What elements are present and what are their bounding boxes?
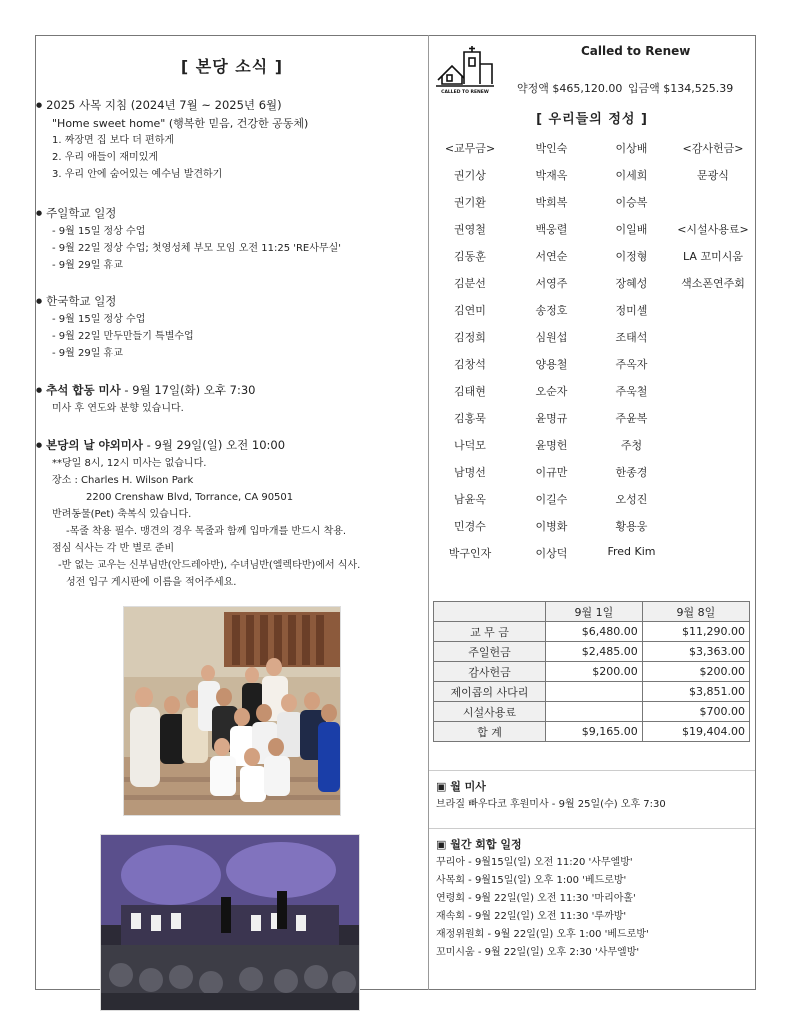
donor-row xyxy=(429,518,755,544)
monthly-mass-item: 브라질 빠우다코 후원미사 - 9월 25일(수) 오후 7:30 xyxy=(436,799,666,810)
donor-name: 권영철 xyxy=(454,223,486,236)
korean-school-item: - 9월 15일 정상 수업 xyxy=(52,314,146,325)
chuseok-mass-title: 추석 합동 미사 xyxy=(46,383,121,397)
paid-amount: $134,525.39 xyxy=(663,82,734,95)
donor-name: 이길수 xyxy=(535,493,568,506)
donor-name: 색소폰연주회 xyxy=(681,277,745,290)
donor-name: 황용웅 xyxy=(615,520,648,533)
logo-caption: CALLED TO RENEW xyxy=(441,90,489,94)
campaign-title: Called to Renew xyxy=(581,44,691,58)
donor-name: 주윤복 xyxy=(615,412,648,425)
sunday-school-heading: ● 주일학교 일정 xyxy=(36,204,426,223)
chuseok-mass-note: 미사 후 연도와 분향 있습니다. xyxy=(52,403,184,414)
donor-row xyxy=(429,410,755,436)
outdoor-mass-line: 점심 식사는 각 반 별로 준비 xyxy=(52,543,175,554)
donor-name: 이상배 xyxy=(615,142,648,155)
sunday-school-item: - 9월 22일 정상 수업; 첫영성체 부모 모임 오전 11:25 'RE사무실' xyxy=(52,243,341,254)
donor-name: 권기상 xyxy=(454,169,486,182)
donor-row xyxy=(429,302,755,328)
offering-amount: $200.00 xyxy=(546,662,643,682)
outdoor-mass-line: 성전 입구 게시판에 이름을 적어주세요. xyxy=(66,577,237,588)
sunday-school-item: - 9월 29일 휴교 xyxy=(52,260,123,271)
sunday-school-item: - 9월 15일 정상 수업 xyxy=(52,226,146,237)
donor-name: Fred Kim xyxy=(607,545,656,558)
outdoor-mass-line: 장소 : Charles H. Wilson Park xyxy=(52,475,194,486)
offering-amount: $3,363.00 xyxy=(642,642,749,662)
offering-table-row xyxy=(434,642,750,662)
donor-name: 박재옥 xyxy=(535,169,568,182)
donor-name: 이세희 xyxy=(615,169,648,182)
donor-name: <감사헌금> xyxy=(682,142,744,155)
donor-name: 박인숙 xyxy=(535,142,568,155)
offering-table-row xyxy=(434,662,750,682)
donor-name: 권기환 xyxy=(454,196,486,209)
donor-name: 주욱철 xyxy=(615,385,648,398)
donor-row xyxy=(429,383,755,409)
donor-name: 정미셸 xyxy=(615,304,648,317)
sunday-school-section xyxy=(36,204,426,274)
offering-amount xyxy=(546,702,643,722)
donor-name: 문광식 xyxy=(697,169,729,182)
policy-item: 3. 우리 안에 숨어있는 예수님 발견하기 xyxy=(52,169,223,180)
meeting-item: 재정위원회 - 9월 22일(일) 오후 1:00 '베드로방' xyxy=(436,929,649,940)
donor-name: 윤명규 xyxy=(535,412,568,425)
donor-name: 주옥자 xyxy=(615,358,648,371)
donor-row xyxy=(429,329,755,355)
church-logo-icon xyxy=(434,44,496,94)
offering-table-header xyxy=(434,602,750,622)
donor-name: 이정형 xyxy=(615,250,648,263)
outdoor-mass-line: -반 없는 교우는 신부님반(안드레아반), 수녀님반(엘렉타반)에서 식사. xyxy=(58,560,361,571)
donor-row xyxy=(429,248,755,274)
concert-photo-image xyxy=(101,835,359,1010)
meeting-item: 꼬미시움 - 9월 22일(일) 오후 2:30 '사무엘방' xyxy=(436,947,640,958)
donor-row xyxy=(429,275,755,301)
donor-name: 김창석 xyxy=(454,358,486,371)
offering-category: 주일헌금 xyxy=(434,642,546,662)
korean-school-heading: ● 한국학교 일정 xyxy=(36,292,426,311)
donor-name: 이일배 xyxy=(615,223,648,236)
donor-name: 박구인자 xyxy=(448,547,492,560)
monthly-mass-section xyxy=(436,778,751,814)
donor-row xyxy=(429,356,755,382)
offering-amount: $11,290.00 xyxy=(642,622,749,642)
chuseok-mass-date: - 9월 17일(화) 오후 7:30 xyxy=(120,383,256,397)
pledge-amount: $465,120.00 xyxy=(552,82,623,95)
donor-name: 심원섭 xyxy=(535,331,568,344)
parish-news-title: [ 본당 소식 ] xyxy=(180,57,284,76)
policy-item: 2. 우리 애들이 재미있게 xyxy=(52,152,159,163)
meeting-item: 사목회 - 9월15일(일) 오후 1:00 '베드로방' xyxy=(436,875,627,886)
donor-name: 백웅렬 xyxy=(535,223,568,236)
donor-name: <시설사용료> xyxy=(677,223,749,236)
chuseok-mass-heading xyxy=(36,381,426,400)
donor-name: 한종경 xyxy=(615,466,648,479)
meetings-heading: ▣ 월간 회합 일정 xyxy=(436,838,522,851)
policy-item: 1. 짜장면 집 보다 더 편하게 xyxy=(52,135,175,146)
donors-title: [ 우리들의 정성 ] xyxy=(536,112,648,127)
donor-name: LA 꼬미시움 xyxy=(683,250,743,263)
offering-table-row xyxy=(434,622,750,642)
pledge-label: 약정액 xyxy=(517,82,549,95)
donor-name: 장혜성 xyxy=(615,277,648,290)
donor-row xyxy=(429,491,755,517)
offering-amount: $200.00 xyxy=(642,662,749,682)
donor-name: 나덕모 xyxy=(454,439,486,452)
offering-amount xyxy=(546,682,643,702)
offering-amount: $700.00 xyxy=(642,702,749,722)
donor-name: 서연순 xyxy=(535,250,568,263)
paid-label: 입금액 xyxy=(627,82,660,95)
donor-name: 이병화 xyxy=(535,520,568,533)
meeting-item: 꾸리아 - 9월15일(일) 오전 11:20 '사무엘방' xyxy=(436,857,633,868)
meeting-item: 연령회 - 9월 22일(일) 오전 11:30 '마리아홀' xyxy=(436,893,636,904)
donor-name: 이상덕 xyxy=(535,547,568,560)
chuseok-mass-section xyxy=(36,381,426,417)
donor-name: 오순자 xyxy=(535,385,568,398)
left-column xyxy=(36,36,428,989)
outdoor-mass-section xyxy=(36,436,426,591)
pastoral-policy-section xyxy=(36,96,426,183)
meeting-item: 재속회 - 9월 22일(일) 오전 11:30 '루까방' xyxy=(436,911,627,922)
called-to-renew-logo xyxy=(434,44,496,94)
donor-name: 윤명헌 xyxy=(535,439,568,452)
outdoor-mass-date: - 9월 29일(일) 오전 10:00 xyxy=(143,438,286,452)
offering-amount: $3,851.00 xyxy=(642,682,749,702)
offering-category: 감사헌금 xyxy=(434,662,546,682)
donor-name: 김동훈 xyxy=(454,250,486,263)
donor-name: 김태현 xyxy=(454,385,486,398)
donor-name: 김정희 xyxy=(454,331,486,344)
offering-table xyxy=(433,601,750,742)
donor-name: 김분선 xyxy=(454,277,486,290)
donor-name: 오성진 xyxy=(615,493,648,506)
concert-photo xyxy=(100,834,360,1011)
offering-category: 합 계 xyxy=(434,722,546,742)
donor-name: 남명선 xyxy=(454,466,486,479)
donor-row xyxy=(429,140,755,166)
offering-table-total-row xyxy=(434,722,750,742)
offering-table-row xyxy=(434,702,750,722)
donor-name: 서영주 xyxy=(535,277,568,290)
offering-table-row xyxy=(434,682,750,702)
pastoral-motto: "Home sweet home" (행복한 믿음, 건강한 공동체) xyxy=(52,117,309,130)
offering-category: 시설사용료 xyxy=(434,702,546,722)
offering-amount: $19,404.00 xyxy=(642,722,749,742)
section-divider xyxy=(429,828,755,829)
korean-school-item: - 9월 29일 휴교 xyxy=(52,348,123,359)
offering-table-col xyxy=(434,602,546,622)
donor-name: 양용철 xyxy=(535,358,568,371)
donor-name: 주청 xyxy=(620,439,643,452)
right-column xyxy=(429,36,755,989)
donor-name: 남윤옥 xyxy=(454,493,486,506)
section-divider xyxy=(429,770,755,771)
offering-table-col: 9월 1일 xyxy=(546,602,643,622)
donor-name: 조태석 xyxy=(615,331,648,344)
donor-row xyxy=(429,437,755,463)
donor-row xyxy=(429,194,755,220)
outdoor-mass-line: 2200 Crenshaw Blvd, Torrance, CA 90501 xyxy=(86,492,294,503)
donor-name: 김연미 xyxy=(454,304,486,317)
offering-category: 제이콥의 사다리 xyxy=(434,682,546,702)
donor-row xyxy=(429,464,755,490)
group-photo-image xyxy=(124,607,340,815)
donor-name: 김홍묵 xyxy=(454,412,486,425)
outdoor-mass-line: -목줄 착용 필수. 맹견의 경우 목줄과 함께 입마개를 반드시 착용. xyxy=(66,526,347,537)
outdoor-mass-line: **당일 8시, 12시 미사는 없습니다. xyxy=(52,458,207,469)
offering-table-col: 9월 8일 xyxy=(642,602,749,622)
korean-school-section xyxy=(36,292,426,362)
offering-category: 교 무 금 xyxy=(434,622,546,642)
group-photo xyxy=(123,606,341,816)
offering-amount: $9,165.00 xyxy=(546,722,643,742)
korean-school-item: - 9월 22일 만두만들기 특별수업 xyxy=(52,331,194,342)
outdoor-mass-heading xyxy=(36,436,426,455)
offering-amount: $2,485.00 xyxy=(546,642,643,662)
pastoral-policy-heading: ● 2025 사목 지침 (2024년 7월 ~ 2025년 6월) xyxy=(36,96,426,115)
donor-name: 민경수 xyxy=(454,520,486,533)
donor-row xyxy=(429,221,755,247)
meetings-section xyxy=(436,836,751,962)
outdoor-mass-line: 반려동물(Pet) 축복식 있습니다. xyxy=(52,509,192,520)
offering-amount: $6,480.00 xyxy=(546,622,643,642)
donor-row xyxy=(429,167,755,193)
outdoor-mass-title: 본당의 날 야외미사 xyxy=(46,438,143,452)
donor-name: 송정호 xyxy=(535,304,568,317)
pledge-summary xyxy=(517,80,733,96)
donor-name: 박희복 xyxy=(535,196,568,209)
donor-row xyxy=(429,545,755,571)
monthly-mass-heading: ▣ 월 미사 xyxy=(436,780,486,793)
donor-name: 이규만 xyxy=(535,466,568,479)
donor-name: <교무금> xyxy=(444,142,496,155)
donor-name: 이승복 xyxy=(615,196,648,209)
